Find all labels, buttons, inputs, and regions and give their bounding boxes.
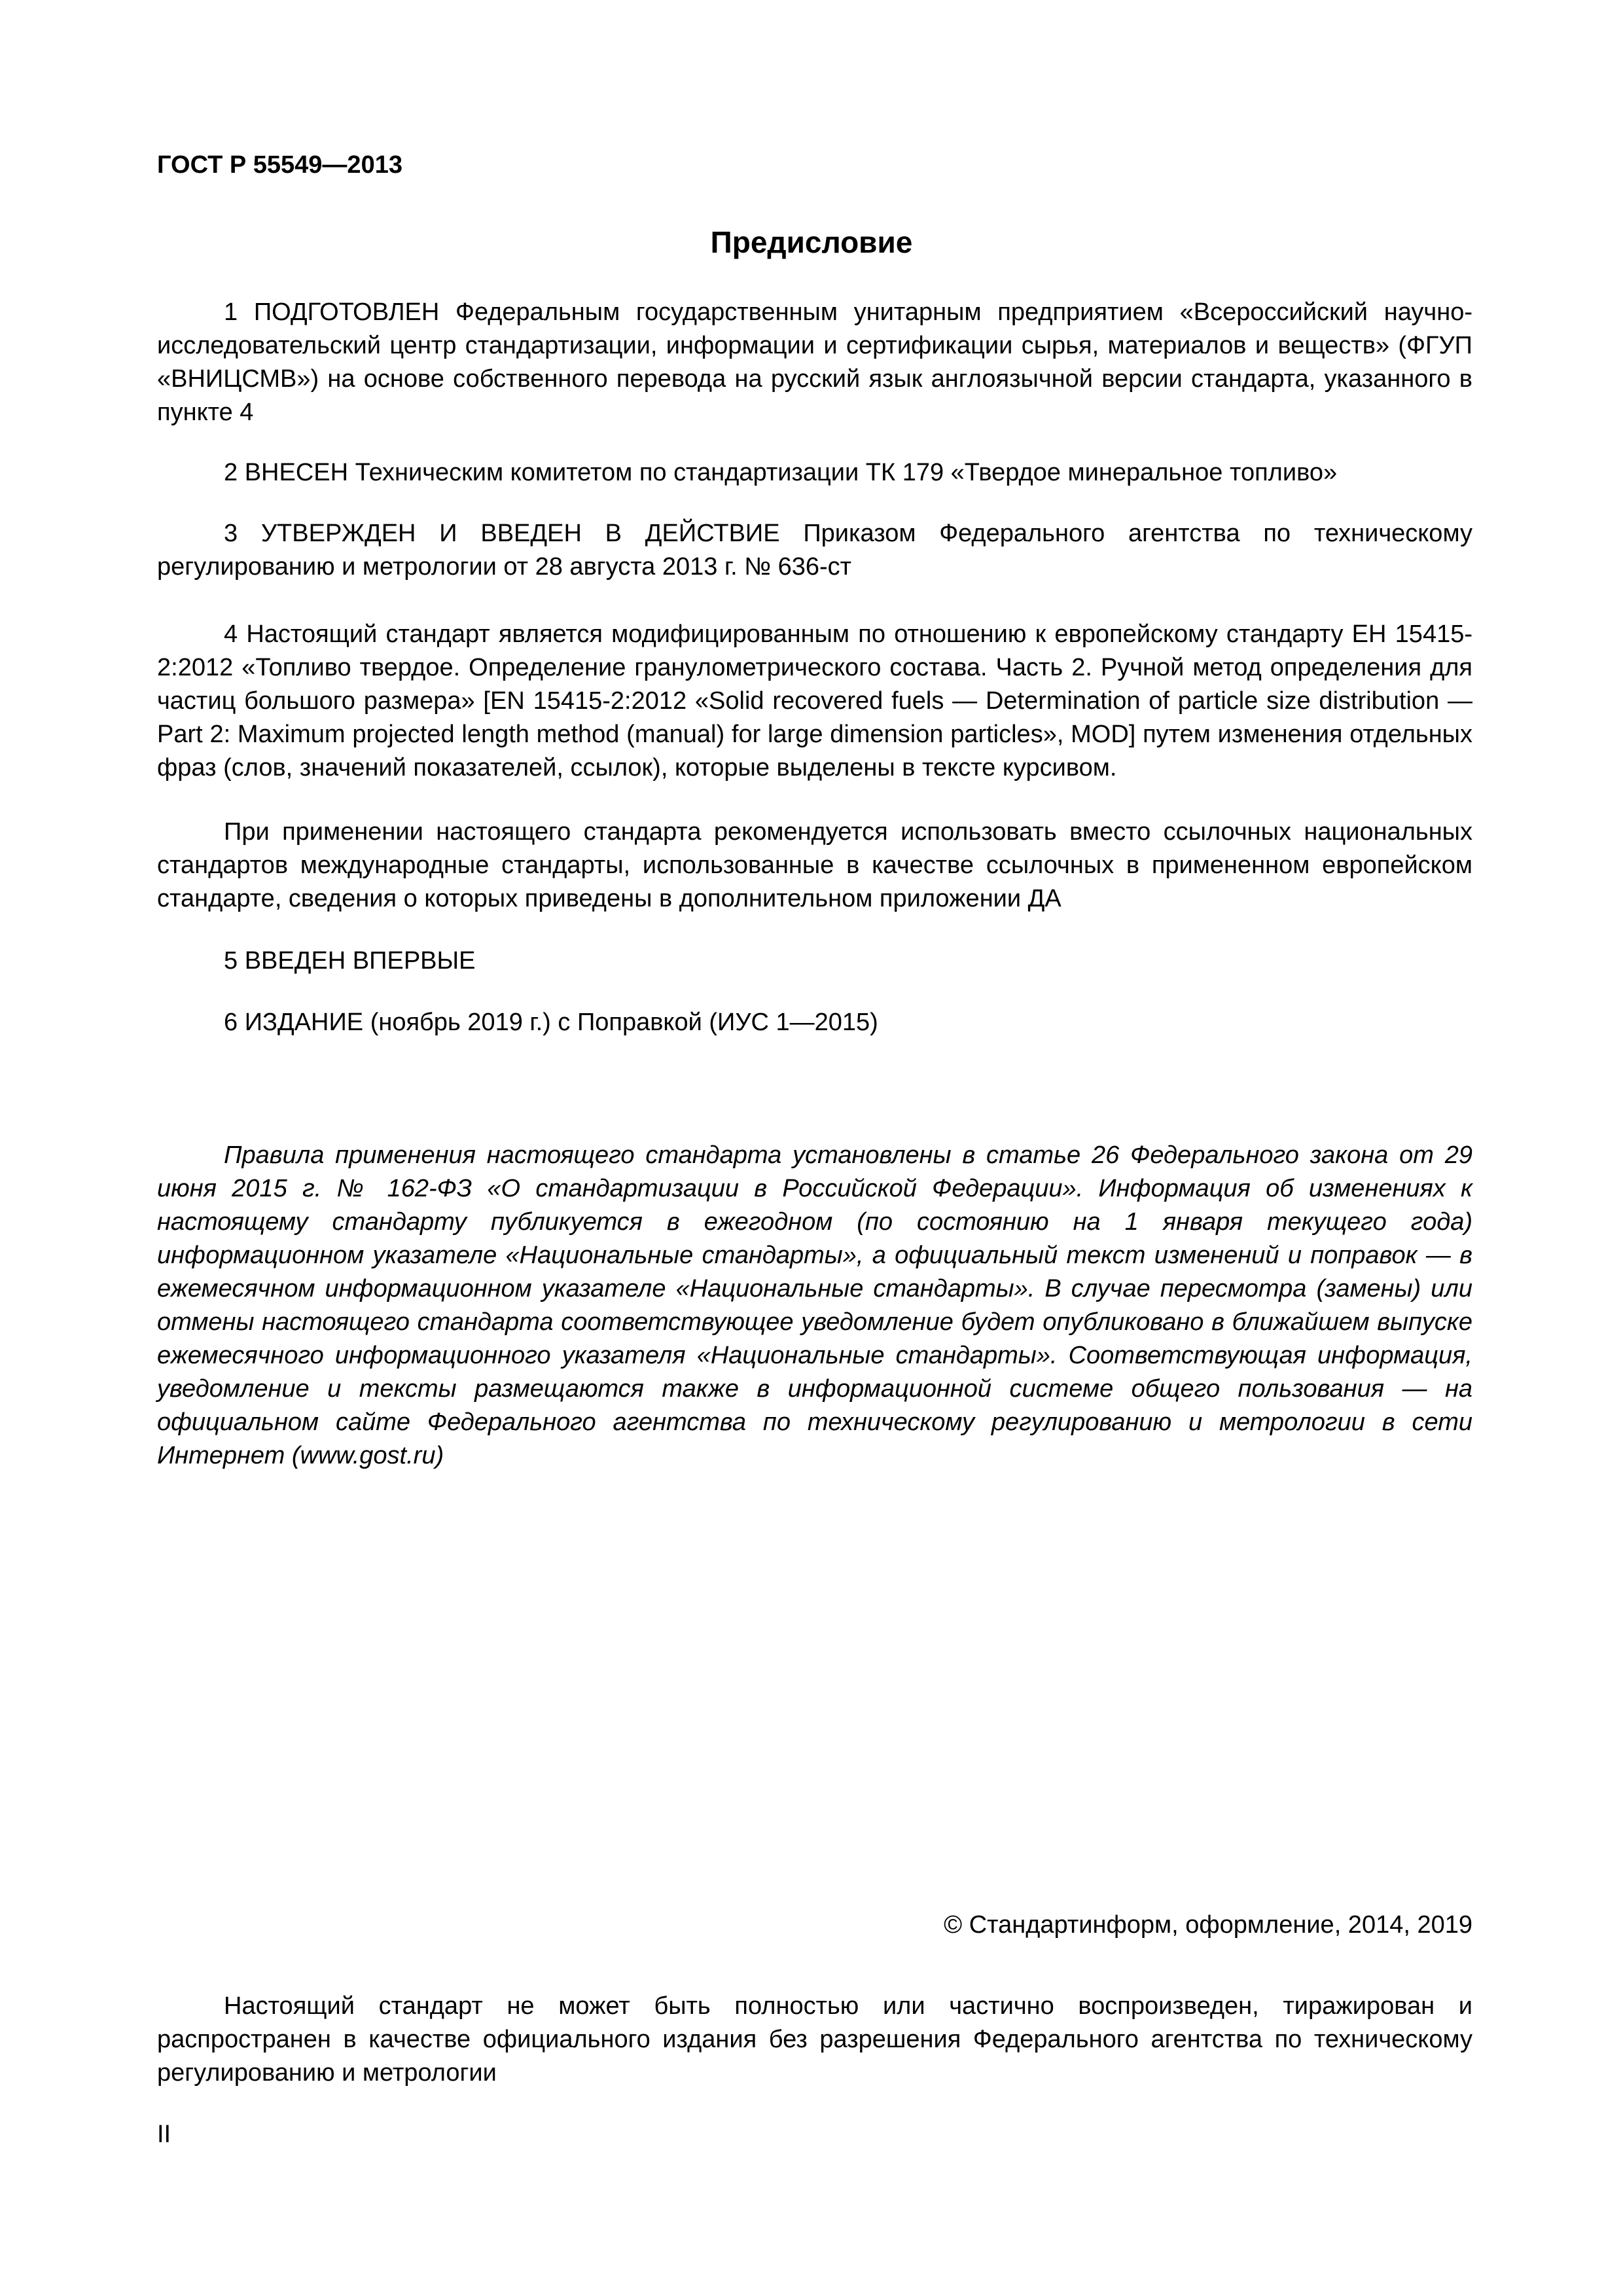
paragraph-prepared-by: 1 ПОДГОТОВЛЕН Федеральным государственным унитарным предприятием «Всероссийский научно-исследовательский центр стандартизации, информации и сертификации сырья, материалов и веществ» (ФГУП «ВНИЦСМВ») на основе собственного перевода на русский язык англоязычной версии стандарта, указанного в пункте 4 [157,298,1472,426]
page-number: II [157,2121,171,2148]
reproduction-notice: Настоящий стандарт не может быть полностью или частично воспроизведен, тиражирован и распространен в качестве официального издания без разрешения Федерального агентства по техническому регулированию и метрологии [157,1992,1472,2087]
document-code: ГОСТ Р 55549—2013 [157,151,402,179]
page-title: Предисловие [710,225,913,259]
paragraph-approved: 3 УТВЕРЖДЕН И ВВЕДЕН В ДЕЙСТВИЕ Приказом Федерального агентства по техническому регулированию и метрологии от 28 августа 2013 г. № 636-ст [157,520,1472,581]
paragraph-submitted-by: 2 ВНЕСЕН Техническим комитетом по стандартизации ТК 179 «Твердое минеральное топливо» [224,459,1338,486]
paragraph-modification: 4 Настоящий стандарт является модифицированным по отношению к европейскому стандарту ЕН 15415-2:2012 «Топливо твердое. Определение гранулометрического состава. Часть 2. Ручной метод определения для частиц большого размера» [EN 15415-2:2012 «Solid recovered fuels — Determination of particle size distribution — Part 2: Maximum projected length method (manual) for large dimension particles», MOD] путем изменения отдельных фраз (слов, значений показателей, ссылок), которые выделены в тексте курсивом. [157,620,1472,781]
paragraph-references-recommendation: При применении настоящего стандарта рекомендуется использовать вместо ссылочных национальных стандартов международные стандарты, использованные в качестве ссылочных в примененном европейском стандарте, сведения о которых приведены в дополнительном приложении ДА [157,818,1472,912]
copyright-line: © Стандартинформ, оформление, 2014, 2019 [944,1911,1472,1939]
paragraph-edition: 6 ИЗДАНИЕ (ноябрь 2019 г.) с Поправкой (ИУС 1—2015) [224,1009,878,1036]
rules-of-application-notice: Правила применения настоящего стандарта установлены в статье 26 Федерального закона от 29 июня 2015 г. № 162-ФЗ «О стандартизации в Российской Федерации». Информация об изменениях к настоящему стандарту публикуется в ежегодном (по состоянию на 1 января текущего года) информационном указателе «Национальные стандарты», а официальный текст изменений и поправок — в ежемесячном информационном указателе «Национальные стандарты». В случае пересмотра (замены) или отмены настоящего стандарта соответствующее уведомление будет опубликовано в ближайшем выпуске ежемесячного информационного указателя «Национальные стандарты». Соответствующая информация, уведомление и тексты размещаются также в информационной системе общего пользования — на официальном сайте Федерального агентства по техническому регулированию и метрологии в сети Интернет (www.gost.ru) [157,1141,1472,1469]
paragraph-introduced-first: 5 ВВЕДЕН ВПЕРВЫЕ [224,947,476,975]
